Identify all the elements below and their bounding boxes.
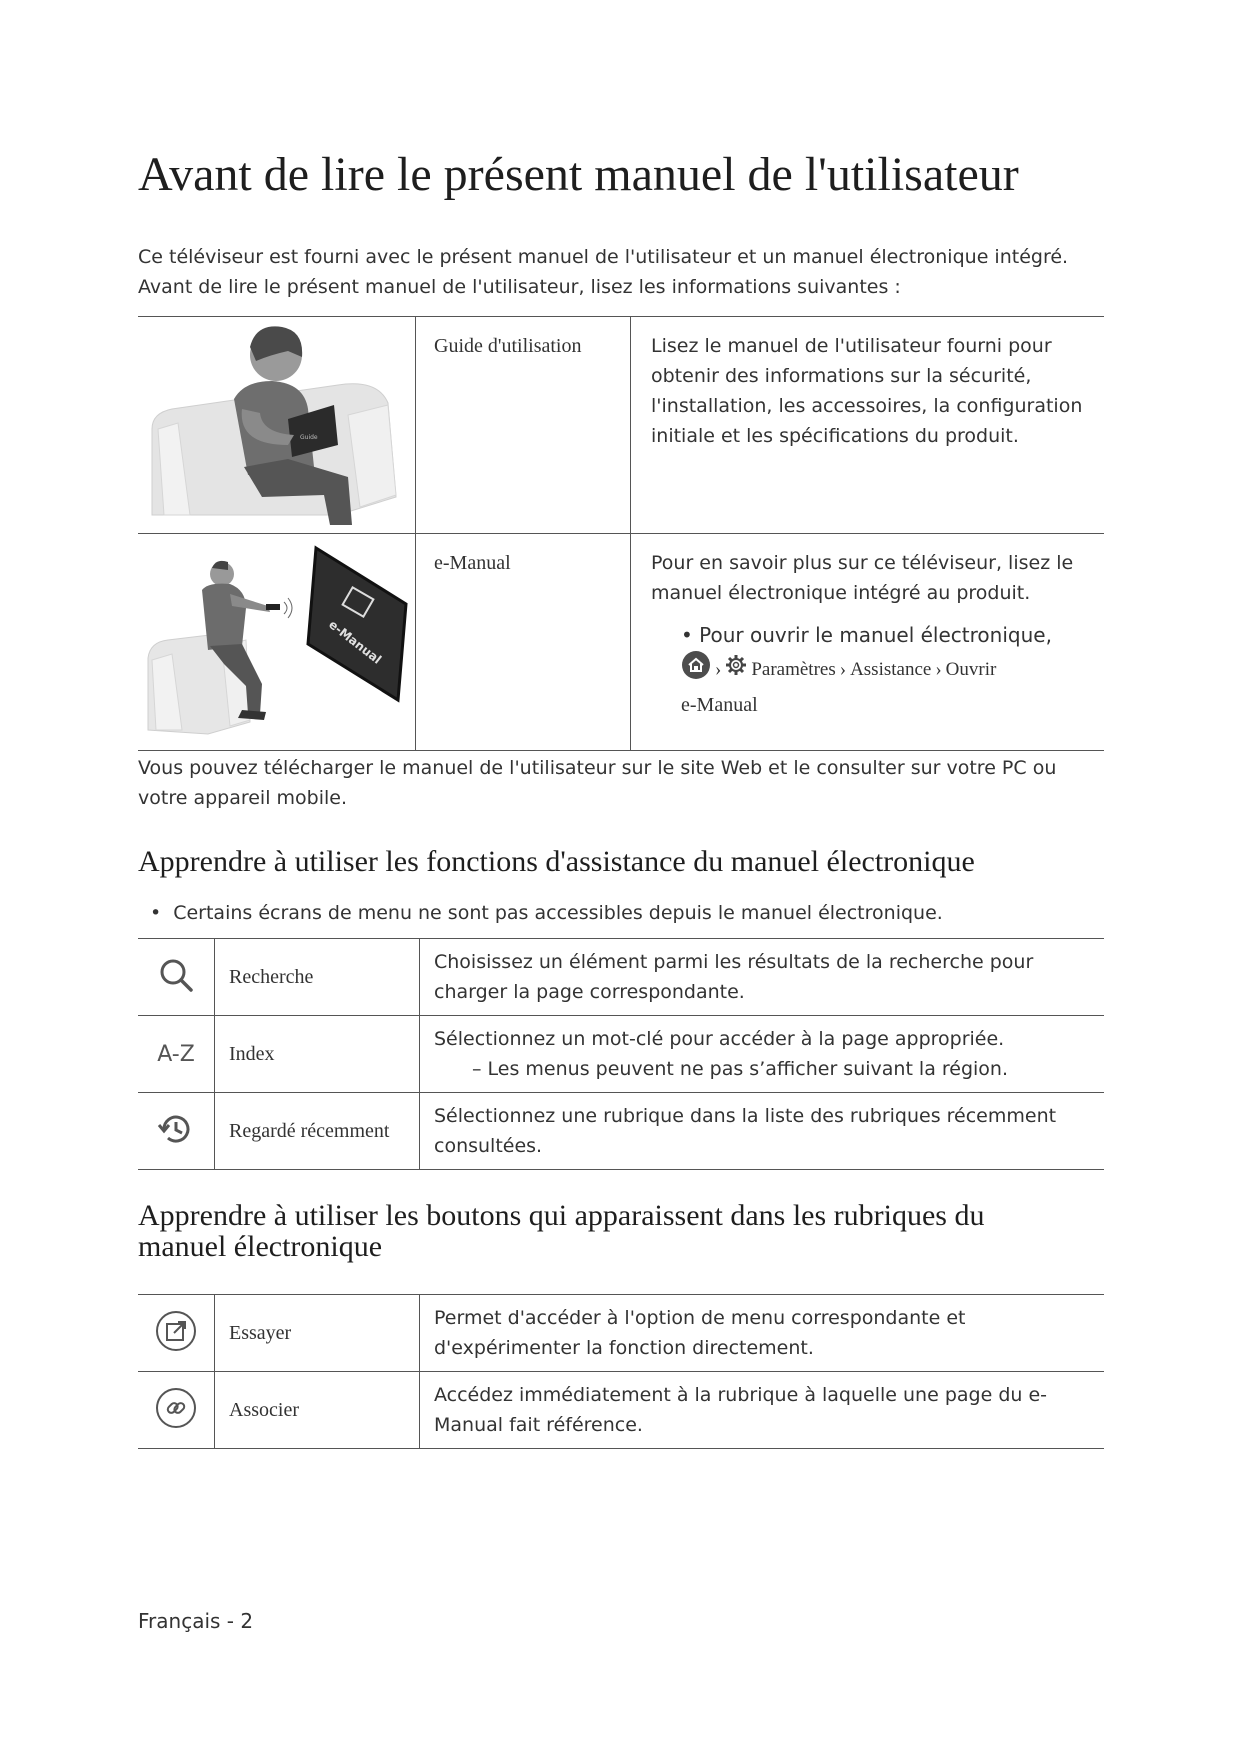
intro-text [138,242,1068,302]
intro-line-2: Avant de lire le présent manuel de l'utilisateur, lisez les informations suivantes : [138,276,901,298]
chevron-right-icon: › [715,659,722,680]
path-support: Assistance [850,659,932,680]
table-row [138,1372,1104,1449]
emanual-description-text: Pour en savoir plus sur ce téléviseur, lisez le manuel électronique intégré au produit. [651,552,1074,604]
button-name: Essayer [215,1295,420,1372]
tv-screen-text: e-Manual [326,617,384,667]
button-desc: Permet d'accéder à l'option de menu correspondante et d'expérimenter la fonction directement. [420,1295,1105,1372]
home-icon [681,650,711,690]
gear-icon [725,654,747,686]
try-now-icon [138,1295,215,1372]
button-desc: Accédez immédiatement à la rubrique à laquelle une page du e-Manual fait référence. [420,1372,1105,1449]
chevron-right-icon: › [935,659,942,680]
book-cover-text: Guide [300,434,318,441]
function-name: Recherche [215,939,420,1016]
function-desc: Choisissez un élément parmi les résultats de la recherche pour charger la page correspondante. [420,939,1105,1016]
guide-label [416,317,631,534]
emanual-open-instructions [681,620,1086,720]
open-bullet: • Pour ouvrir le manuel électronique, [681,623,1052,647]
download-note: Vous pouvez télécharger le manuel de l'utilisateur sur le site Web et le consulter sur votre PC ou votre appareil mobile. [138,757,1057,809]
path-settings: Paramètres [751,659,836,680]
a-z-icon-text: A-Z [157,1041,195,1067]
person-reading-illustration [138,317,416,534]
a-z-index-icon [138,1016,215,1093]
button-name: Associer [215,1372,420,1449]
function-desc-text: Sélectionnez un mot-clé pour accéder à la page appropriée. [434,1028,1005,1050]
search-icon [138,939,215,1016]
guide-description: Lisez le manuel de l'utilisateur fourni pour obtenir des informations sur la sécurité, l'installation, les accessoires, la configuration initiale et les spécifications du produit. [631,317,1105,534]
function-desc [420,1016,1105,1093]
topic-buttons-table [138,1294,1104,1449]
path-end: e-Manual [681,694,758,716]
intro-line-1: Ce téléviseur est fourni avec le présent manuel de l'utilisateur et un manuel électronique intégré. [138,246,1069,268]
emanual-label-text: e-Manual [434,552,511,574]
table-row [138,939,1104,1016]
chevron-right-icon: › [839,659,847,680]
guide-label-text: Guide d'utilisation [434,335,582,357]
section-heading: Apprendre à utiliser les fonctions d'assistance du manuel électronique [138,845,975,878]
link-icon [138,1372,215,1449]
section-heading: Apprendre à utiliser les boutons qui apparaissent dans les rubriques du manuel électronique [138,1199,985,1263]
menu-note-text: Certains écrans de menu ne sont pas accessibles depuis le manuel électronique. [173,902,943,924]
path-open: Ouvrir [945,659,997,680]
table-row [138,534,1104,751]
table-row [138,1093,1104,1170]
function-name: Index [215,1016,420,1093]
function-desc: Sélectionnez une rubrique dans la liste des rubriques récemment consultées. [420,1093,1105,1170]
bullet-dot: • [150,902,162,924]
open-bullet-text: Pour ouvrir le manuel électronique, [699,623,1052,647]
page-footer: Français - 2 [138,1609,254,1633]
function-desc-sub: – Les menus peuvent ne pas s’afficher suivant la région. [472,1058,1009,1080]
table-row [138,1295,1104,1372]
table-row [138,1016,1104,1093]
history-icon [138,1093,215,1170]
menu-path [681,650,1086,690]
tv-remote-illustration [138,534,416,751]
table-row [138,317,1104,534]
menu-note [150,898,943,928]
assist-functions-table [138,938,1104,1170]
manual-types-table [138,316,1104,751]
emanual-description [631,534,1105,751]
function-name: Regardé récemment [215,1093,420,1170]
emanual-label [416,534,631,751]
page-title: Avant de lire le présent manuel de l'utilisateur [138,148,1019,201]
